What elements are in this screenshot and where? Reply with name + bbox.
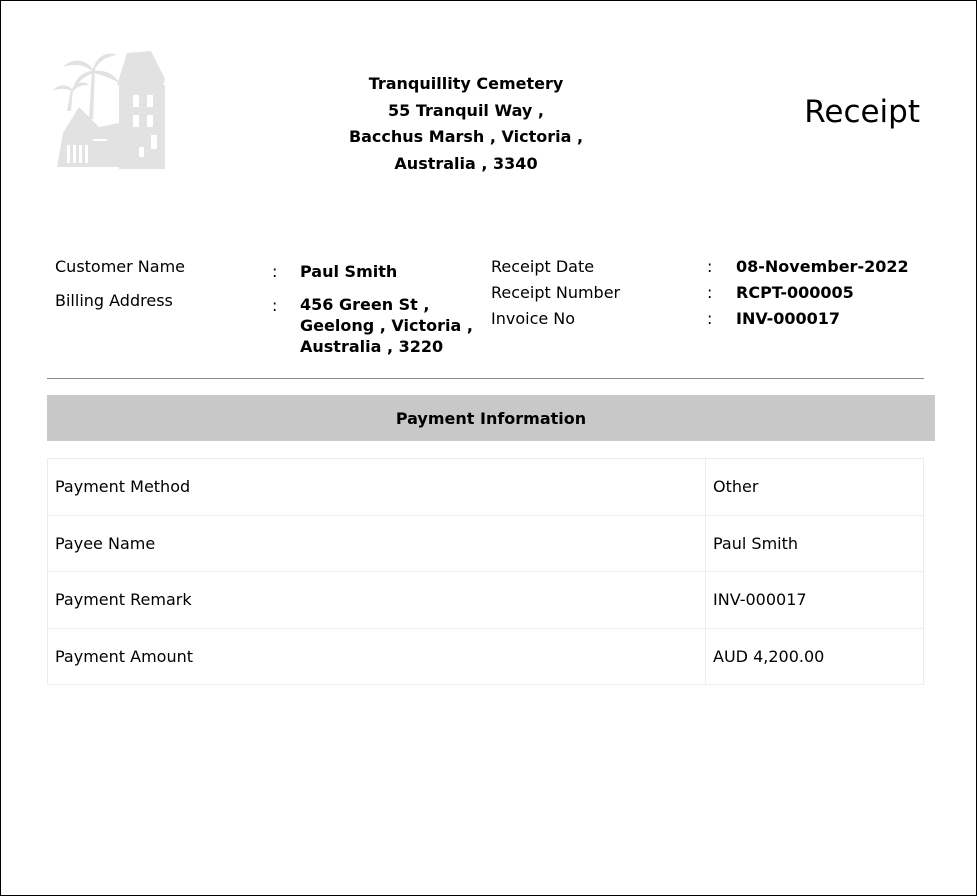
company-address-line2: Bacchus Marsh , Victoria , — [348, 127, 584, 146]
company-header — [301, 71, 631, 177]
table-row — [48, 515, 924, 572]
invoice-number-label: Invoice No — [491, 309, 576, 328]
document-title: Receipt — [804, 94, 920, 130]
payment-method-value: Other — [706, 459, 924, 516]
billing-address-value — [300, 294, 473, 357]
customer-name-value: Paul Smith — [300, 262, 398, 281]
company-name: Tranquillity Cemetery — [368, 74, 564, 93]
customer-name-separator: : — [272, 262, 278, 281]
receipt-number-separator: : — [707, 283, 713, 302]
receipt-date-value: 08-November-2022 — [736, 257, 909, 276]
payment-remark-label: Payment Remark — [48, 572, 706, 629]
billing-address-line: 456 Green St , — [300, 295, 430, 314]
section-divider — [47, 378, 924, 379]
payee-name-value: Paul Smith — [706, 515, 924, 572]
payment-amount-value: AUD 4,200.00 — [706, 628, 924, 685]
receipt-number-label: Receipt Number — [491, 283, 621, 302]
table-row — [48, 572, 924, 629]
billing-address-separator: : — [272, 296, 278, 315]
company-address-line1: 55 Tranquil Way , — [388, 100, 544, 120]
company-address-line3: Australia , 3340 — [394, 153, 538, 173]
payment-information-header — [47, 395, 935, 441]
receipt-number-value: RCPT-000005 — [736, 283, 854, 302]
payment-remark-value: INV-000017 — [706, 572, 924, 629]
customer-name-label: Customer Name — [55, 257, 186, 276]
payment-amount-label: Payment Amount — [48, 628, 706, 685]
payment-method-label: Payment Method — [48, 459, 706, 516]
payment-table — [47, 458, 924, 685]
invoice-number-value: INV-000017 — [736, 309, 840, 328]
table-row — [48, 459, 924, 516]
payee-name-label: Payee Name — [48, 515, 706, 572]
billing-address-label: Billing Address — [55, 291, 173, 310]
billing-address-line: Geelong , Victoria , — [300, 316, 473, 335]
cemetery-logo-icon — [53, 49, 171, 173]
receipt-date-separator: : — [707, 257, 713, 276]
billing-address-line: Australia , 3220 — [300, 337, 444, 356]
receipt-date-label: Receipt Date — [491, 257, 595, 276]
payment-information-title: Payment Information — [395, 408, 587, 428]
invoice-number-separator: : — [707, 309, 713, 328]
table-row — [48, 628, 924, 685]
